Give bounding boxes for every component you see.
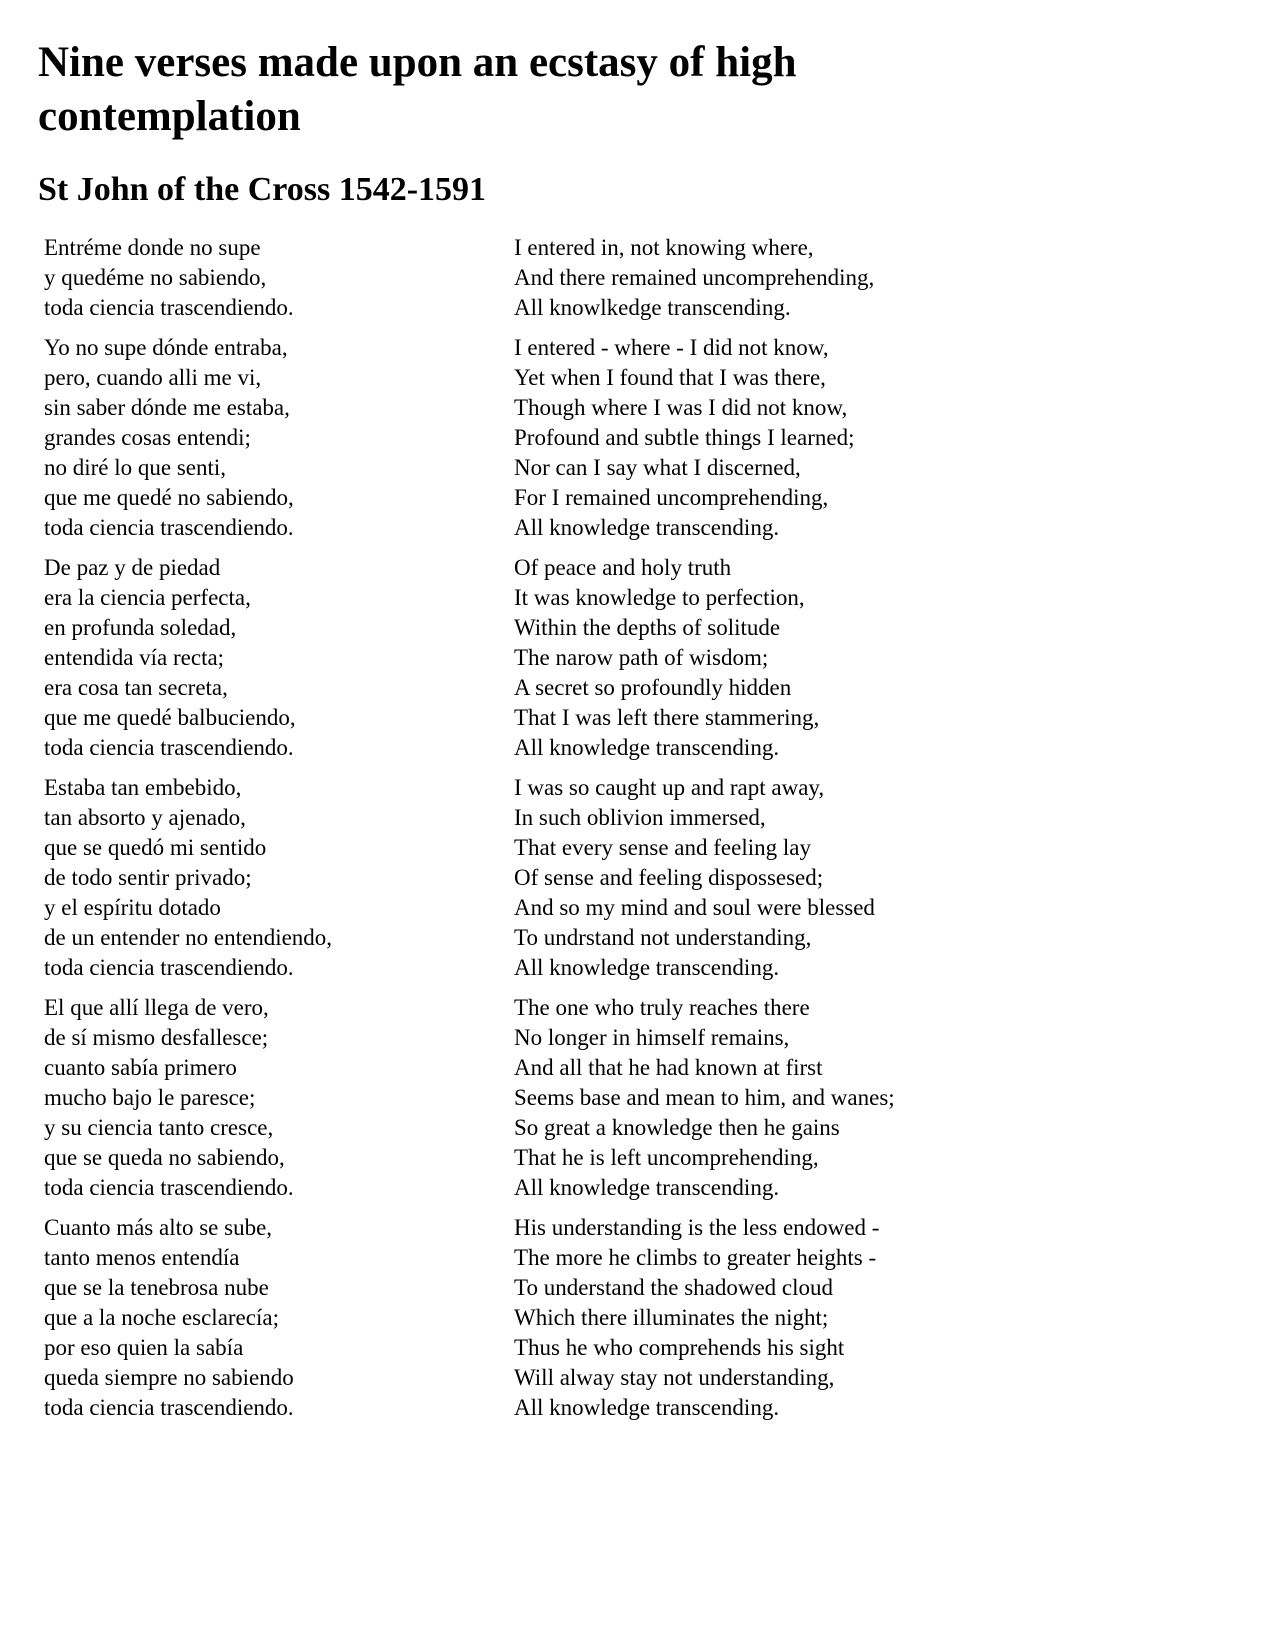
poem-line: All knowledge transcending. xyxy=(514,955,780,980)
stanza xyxy=(514,1213,895,1423)
poem-line: That he is left uncomprehending, xyxy=(514,1145,819,1170)
page-title: Nine verses made upon an ecstasy of high contemplation xyxy=(38,39,797,140)
poem-line: Though where I was I did not know, xyxy=(514,395,848,420)
poem-line: For I remained uncomprehending, xyxy=(514,485,829,510)
author-heading: St John of the Cross 1542-1591 xyxy=(38,171,487,208)
poem-line: era cosa tan secreta, xyxy=(44,675,228,700)
poem-line: Within the depths of solitude xyxy=(514,615,781,640)
poem-line: To undrstand not understanding, xyxy=(514,925,812,950)
poem-line: I entered in, not knowing where, xyxy=(514,235,814,260)
poem-line: y quedéme no sabiendo, xyxy=(44,265,267,290)
poem-line: en profunda soledad, xyxy=(44,615,237,640)
poem-line: por eso quien la sabía xyxy=(44,1335,244,1360)
poem-line: All knowledge transcending. xyxy=(514,515,780,540)
poem-line: que me quedé no sabiendo, xyxy=(44,485,294,510)
poem-line: The narow path of wisdom; xyxy=(514,645,769,670)
stanza xyxy=(44,773,508,983)
stanza xyxy=(44,333,508,543)
poem-line: I entered - where - I did not know, xyxy=(514,335,829,360)
poem-line: de un entender no entendiendo, xyxy=(44,925,333,950)
poem-line: Of sense and feeling dispossesed; xyxy=(514,865,824,890)
poem-line: entendida vía recta; xyxy=(44,645,225,670)
poem-line: His understanding is the less endowed - xyxy=(514,1215,880,1240)
poem-line: Seems base and mean to him, and wanes; xyxy=(514,1085,895,1110)
poem-line: toda ciencia trascendiendo. xyxy=(44,295,294,320)
poem-line: tanto menos entendía xyxy=(44,1245,240,1270)
poem-line: Will alway stay not understanding, xyxy=(514,1365,835,1390)
poem-line: In such oblivion immersed, xyxy=(514,805,766,830)
poem-line: That I was left there stammering, xyxy=(514,705,820,730)
poem-line: de todo sentir privado; xyxy=(44,865,252,890)
poem-line: Yet when I found that I was there, xyxy=(514,365,826,390)
poem-line: All knowledge transcending. xyxy=(514,1395,780,1420)
poem-line: Of peace and holy truth xyxy=(514,555,732,580)
poem-line: Cuanto más alto se sube, xyxy=(44,1215,273,1240)
poem-line: All knowledge transcending. xyxy=(514,1175,780,1200)
spanish-column xyxy=(38,233,508,1433)
poem-line: que se quedó mi sentido xyxy=(44,835,267,860)
poem-line: no diré lo que senti, xyxy=(44,455,227,480)
poem-line: To understand the shadowed cloud xyxy=(514,1275,834,1300)
poem-line: era la ciencia perfecta, xyxy=(44,585,251,610)
poem-line: tan absorto y ajenado, xyxy=(44,805,246,830)
poem-line: mucho bajo le paresce; xyxy=(44,1085,256,1110)
poem-line: El que allí llega de vero, xyxy=(44,995,269,1020)
poem-line: And there remained uncomprehending, xyxy=(514,265,875,290)
poem-line: No longer in himself remains, xyxy=(514,1025,790,1050)
poem-line: que se la tenebrosa nube xyxy=(44,1275,269,1300)
poem-line: The one who truly reaches there xyxy=(514,995,810,1020)
poem-line: Estaba tan embebido, xyxy=(44,775,242,800)
stanza xyxy=(514,993,895,1203)
stanza xyxy=(514,233,895,323)
poem-line: All knowlkedge transcending. xyxy=(514,295,791,320)
stanza xyxy=(514,553,895,763)
poem-columns xyxy=(38,233,1245,1433)
poem-line: A secret so profoundly hidden xyxy=(514,675,792,700)
stanza xyxy=(514,773,895,983)
poem-line: y el espíritu dotado xyxy=(44,895,221,920)
poem-line: toda ciencia trascendiendo. xyxy=(44,955,294,980)
poem-line: Yo no supe dónde entraba, xyxy=(44,335,288,360)
poem-line: The more he climbs to greater heights - xyxy=(514,1245,877,1270)
poem-line: grandes cosas entendi; xyxy=(44,425,251,450)
stanza xyxy=(514,333,895,543)
stanza xyxy=(44,993,508,1203)
stanza xyxy=(44,1213,508,1423)
poem-line: So great a knowledge then he gains xyxy=(514,1115,840,1140)
poem-line: And so my mind and soul were blessed xyxy=(514,895,875,920)
poem-line: That every sense and feeling lay xyxy=(514,835,811,860)
poem-line: Nor can I say what I discerned, xyxy=(514,455,801,480)
poem-line: y su ciencia tanto cresce, xyxy=(44,1115,274,1140)
poem-line: Entréme donde no supe xyxy=(44,235,261,260)
poem-line: Thus he who comprehends his sight xyxy=(514,1335,845,1360)
poem-line: toda ciencia trascendiendo. xyxy=(44,515,294,540)
stanza xyxy=(44,553,508,763)
stanza xyxy=(44,233,508,323)
poem-line: Profound and subtle things I learned; xyxy=(514,425,855,450)
poem-line: cuanto sabía primero xyxy=(44,1055,237,1080)
poem-line: It was knowledge to perfection, xyxy=(514,585,805,610)
poem-line: And all that he had known at first xyxy=(514,1055,823,1080)
poem-line: toda ciencia trascendiendo. xyxy=(44,735,294,760)
poem-line: toda ciencia trascendiendo. xyxy=(44,1395,294,1420)
poem-line: sin saber dónde me estaba, xyxy=(44,395,290,420)
poem-line: I was so caught up and rapt away, xyxy=(514,775,825,800)
poem-line: Which there illuminates the night; xyxy=(514,1305,829,1330)
poem-line: All knowledge transcending. xyxy=(514,735,780,760)
english-column xyxy=(508,233,895,1433)
poem-line: toda ciencia trascendiendo. xyxy=(44,1175,294,1200)
poem-line: que a la noche esclarecía; xyxy=(44,1305,279,1330)
poem-line: pero, cuando alli me vi, xyxy=(44,365,262,390)
poem-line: queda siempre no sabiendo xyxy=(44,1365,294,1390)
poem-line: que me quedé balbuciendo, xyxy=(44,705,296,730)
poem-line: de sí mismo desfallesce; xyxy=(44,1025,269,1050)
poem-line: que se queda no sabiendo, xyxy=(44,1145,285,1170)
poem-line: De paz y de piedad xyxy=(44,555,221,580)
